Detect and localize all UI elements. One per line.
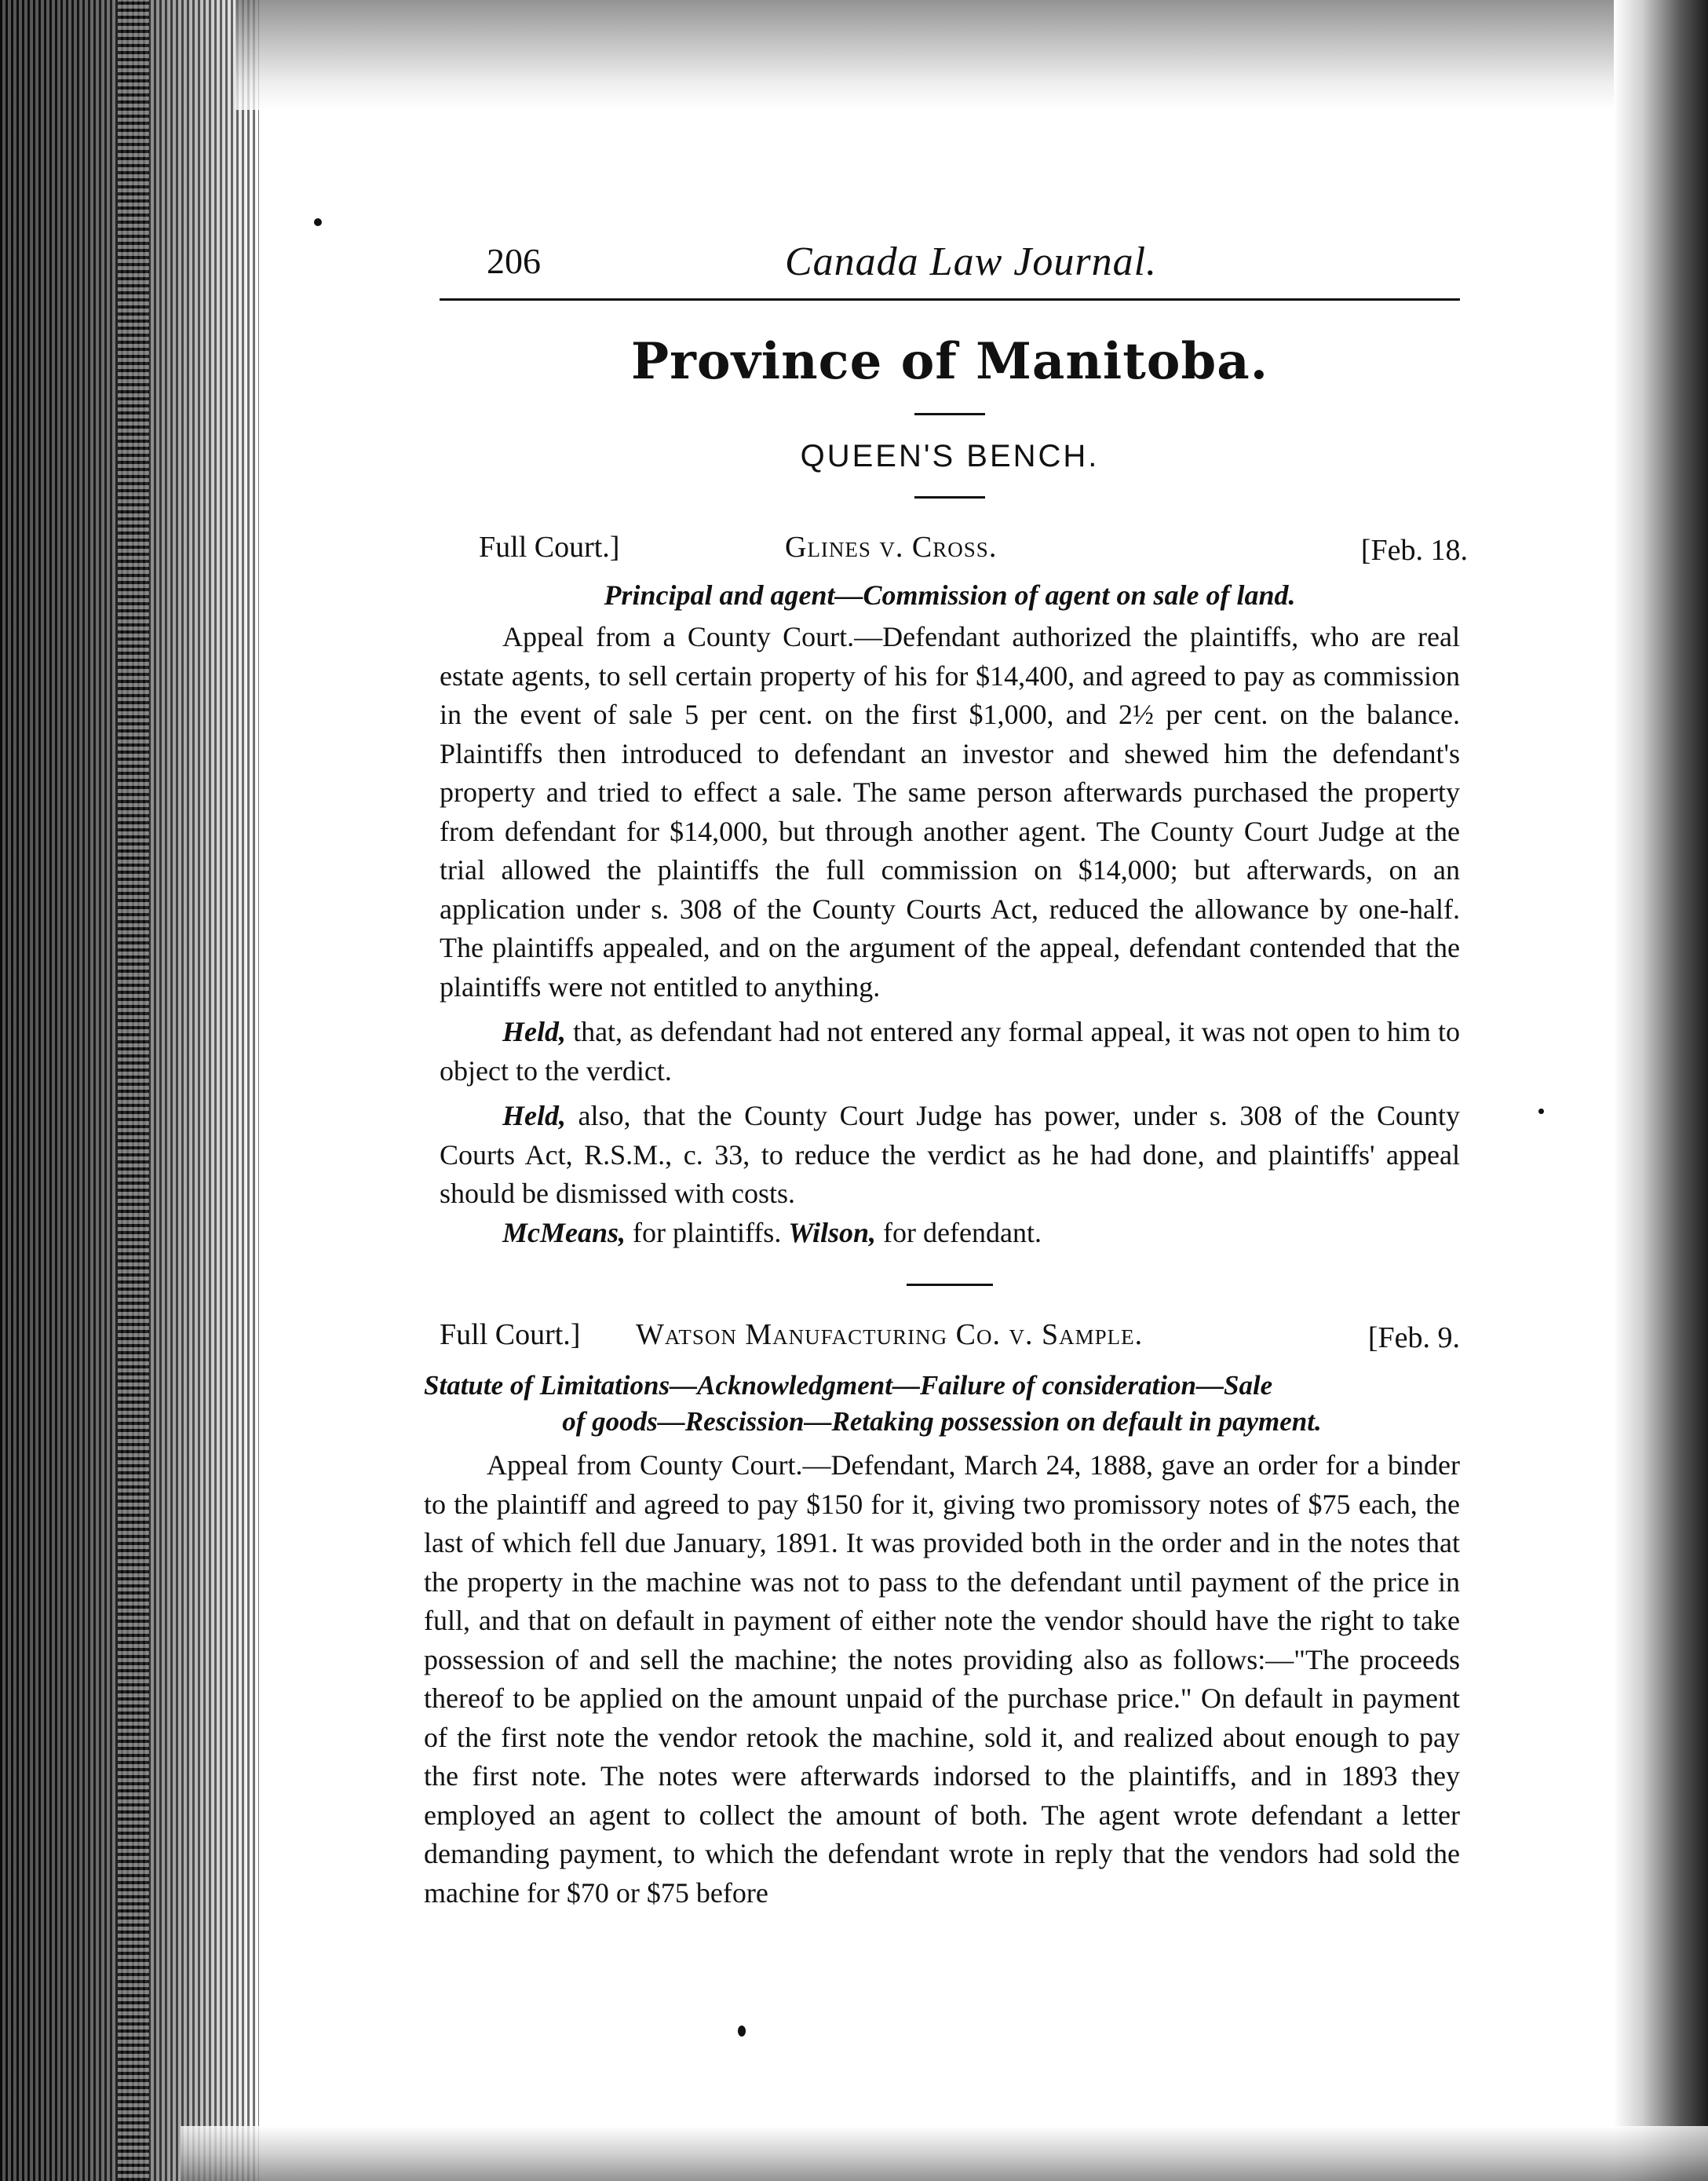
scan-binding-edge xyxy=(118,0,149,2181)
document-page xyxy=(424,236,1468,1912)
case-report-watson xyxy=(424,1317,1460,1912)
counsel-role: for defendant. xyxy=(876,1216,1042,1248)
divider xyxy=(914,496,985,499)
case-report-glines xyxy=(440,530,1468,1252)
journal-title: Canada Law Journal. xyxy=(785,239,1158,284)
case-date: [Feb. 18. xyxy=(1360,534,1468,567)
case-headnote-subject xyxy=(424,1368,1460,1440)
case-caption xyxy=(440,530,1468,574)
scan-speck xyxy=(1538,1109,1544,1114)
case-headnote-subject: Principal and agent—Commission of agent on sale of land. xyxy=(604,579,1296,611)
scan-speck xyxy=(738,2026,746,2037)
scan-shadow-right xyxy=(1614,0,1708,2181)
counsel-name: Wilson, xyxy=(788,1216,877,1248)
case-caption xyxy=(424,1317,1460,1361)
held-label: Held, xyxy=(502,1016,566,1047)
case-court: Full Court.] xyxy=(440,1318,581,1351)
case-court: Full Court.] xyxy=(479,531,620,564)
holding-paragraph xyxy=(440,1097,1460,1214)
case-name: Glines v. Cross. xyxy=(785,531,998,564)
province-heading: Province of Manitoba. xyxy=(631,332,1268,391)
case-date: [Feb. 9. xyxy=(1367,1321,1460,1354)
case-facts-paragraph: Appeal from County Court.—Defendant, March 24, 1888, gave an order for a binder to the plaintiff and agreed to pay $150 for it, giving two promissory notes of $75 each, the last of which fell due January, 1891. It was provided both in the order and in the notes that the property in the machine was not to pass to the defendant until payment of the price in full, and that on default in payment of either note the vendor should have the right to take possession of and sell the machine; the notes providing also as follows:—"The proceeds thereof to be applied on the amount unpaid of the purchase price." On default in payment of the first note the vendor retook the machine, sold it, and realized about enough to pay the first note. The notes were afterwards indorsed to the plaintiffs, and in 1893 they employed an agent to collect the amount of both. The agent wrote defendant a letter demanding payment, to which the defendant wrote in reply that the vendors had sold the machine for $70 or $75 before xyxy=(424,1449,1460,1909)
running-head xyxy=(440,236,1460,301)
counsel-name: McMeans, xyxy=(502,1216,626,1248)
counsel-line xyxy=(440,1214,1460,1253)
case-name: Watson Manufacturing Co. v. Sample. xyxy=(636,1318,1144,1351)
headnote-line: of goods—Rescission—Retaking possession on default in payment. xyxy=(562,1406,1322,1437)
divider xyxy=(907,1284,993,1286)
holding-text: also, that the County Court Judge has power, under s. 308 of the County Courts Act, R.S.M., c. 33, to reduce the verdict as he had done, and plaintiffs' appeal should be dismissed with costs. xyxy=(440,1100,1460,1209)
court-heading: QUEEN'S BENCH. xyxy=(800,439,1100,473)
scan-speck xyxy=(314,218,322,226)
holding-paragraph xyxy=(440,1013,1460,1090)
scan-shadow-top xyxy=(235,0,1664,110)
held-label: Held, xyxy=(502,1100,566,1131)
divider xyxy=(914,413,985,415)
counsel-role: for plaintiffs. xyxy=(626,1216,789,1248)
page-number: 206 xyxy=(487,241,541,281)
holding-text: that, as defendant had not entered any formal appeal, it was not open to him to object to the verdict. xyxy=(440,1016,1460,1087)
headnote-line: Statute of Limitations—Acknowledgment—Failure of consideration—Sale xyxy=(424,1370,1273,1401)
case-facts-paragraph: Appeal from a County Court.—Defendant authorized the plaintiffs, who are real estate agents, to sell certain property of his for $14,400, and agreed to pay as commission in the event of sale 5 per cent. on the first $1,000, and 2½ per cent. on the balance. Plaintiffs then introduced to defendant an investor and shewed him the defendant's property and tried to effect a sale. The same person afterwards purchased the property from defendant for $14,000, but through another agent. The County Court Judge at the trial allowed the plaintiffs the full commission on $14,000; but afterwards, on an application under s. 308 of the County Courts Act, reduced the allowance by one-half. The plaintiffs appealed, and on the argument of the appeal, defendant contended that the plaintiffs were not entitled to anything. xyxy=(440,621,1460,1003)
scan-shadow-bottom xyxy=(181,2126,1708,2181)
